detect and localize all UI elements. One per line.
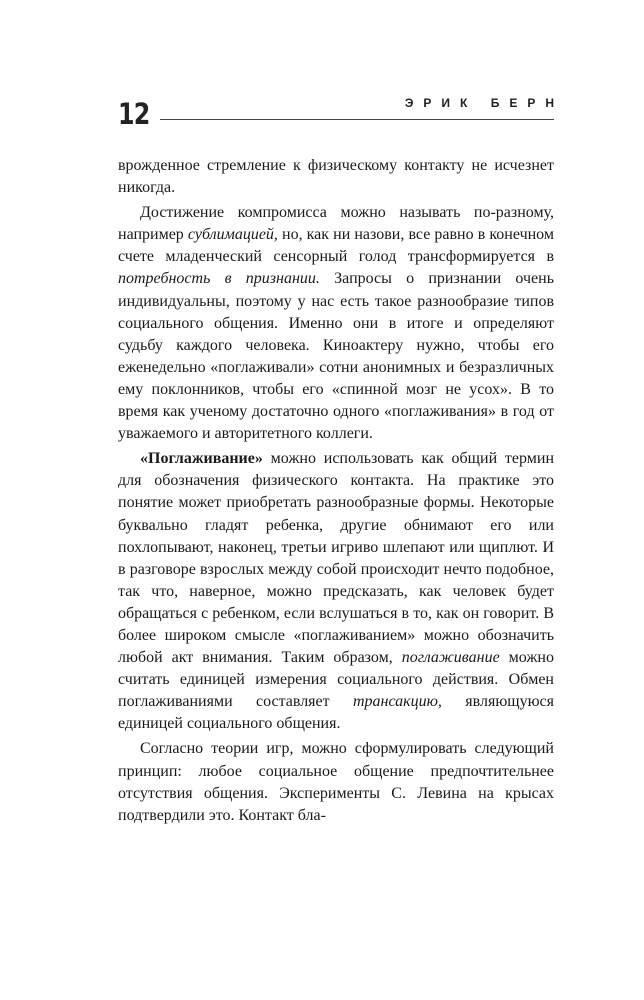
running-head-author: ЭРИК БЕРН (404, 96, 564, 110)
paragraph-4 (118, 738, 554, 826)
paragraph-2-text-b: , но, как ни назови, все равно в конечном счете младенческий сенсорный голод трансформируется в (118, 226, 554, 266)
paragraph-2-text-c: Запросы о признании очень индивидуальны, поэтому у нас есть такое разнообразие типов социального общения. Именно они в итоге и определяют судьбу каждого человека. Киноактеру нужно, чтобы его еженедельно «поглаживали» сотни анонимных и безразличных ему поклонников, чтобы его «спинной мозг не усох». В то время как ученому достаточно одного «поглаживания» в год от уважаемого и авторитетного коллеги. (118, 270, 554, 443)
paragraph-3 (118, 448, 554, 735)
term-need-for-recognition: потребность в признании. (118, 270, 320, 288)
paragraph-3-text-b: можно считать единицей измерения социального действия. Обмен поглаживаниями составляет (118, 649, 554, 711)
body-text (118, 155, 554, 827)
paragraph-1-text: врожденное стремление к физическому контакту не исчезнет никогда. (118, 157, 554, 197)
paragraph-2 (118, 202, 554, 445)
term-sublimation: сублимацией (187, 226, 274, 244)
page-number: 12 (118, 97, 150, 131)
term-transaction: трансакцию, (352, 693, 442, 711)
term-stroking-italic: поглаживание (401, 649, 500, 667)
paragraph-3-text-c: являющуюся единицей социального общения. (118, 693, 555, 733)
running-header (118, 92, 564, 142)
paragraph-4-text: Согласно теории игр, можно сформулировать следующий принцип: любое социальное общение предпочтительнее отсутствия общения. Эксперименты С. Левина на крысах подтвердили это. Контакт бла- (118, 740, 554, 824)
header-rule (160, 119, 554, 120)
paragraph-2-text-a: Достижение компромисса можно называть по-разному, например (118, 204, 554, 244)
paragraph-3-text-a: можно использовать как общий термин для обозначения физического контакта. На практике это понятие может приобретать разнообразные формы. Некоторые буквально гладят ребенка, другие обнимают его или похлопывают, наконец, третьи игриво шлепают или щиплют. И в разговоре взрослых между собой происходит нечто подобное, так что, наверное, можно предсказать, как человек будет обращаться с ребенком, если вслушаться в то, как он говорит. В более широком смысле «поглаживанием» можно обозначить любой акт внимания. Таким образом, (118, 450, 554, 667)
paragraph-1 (118, 155, 554, 199)
term-stroking-bold: «Поглаживание» (140, 450, 263, 468)
